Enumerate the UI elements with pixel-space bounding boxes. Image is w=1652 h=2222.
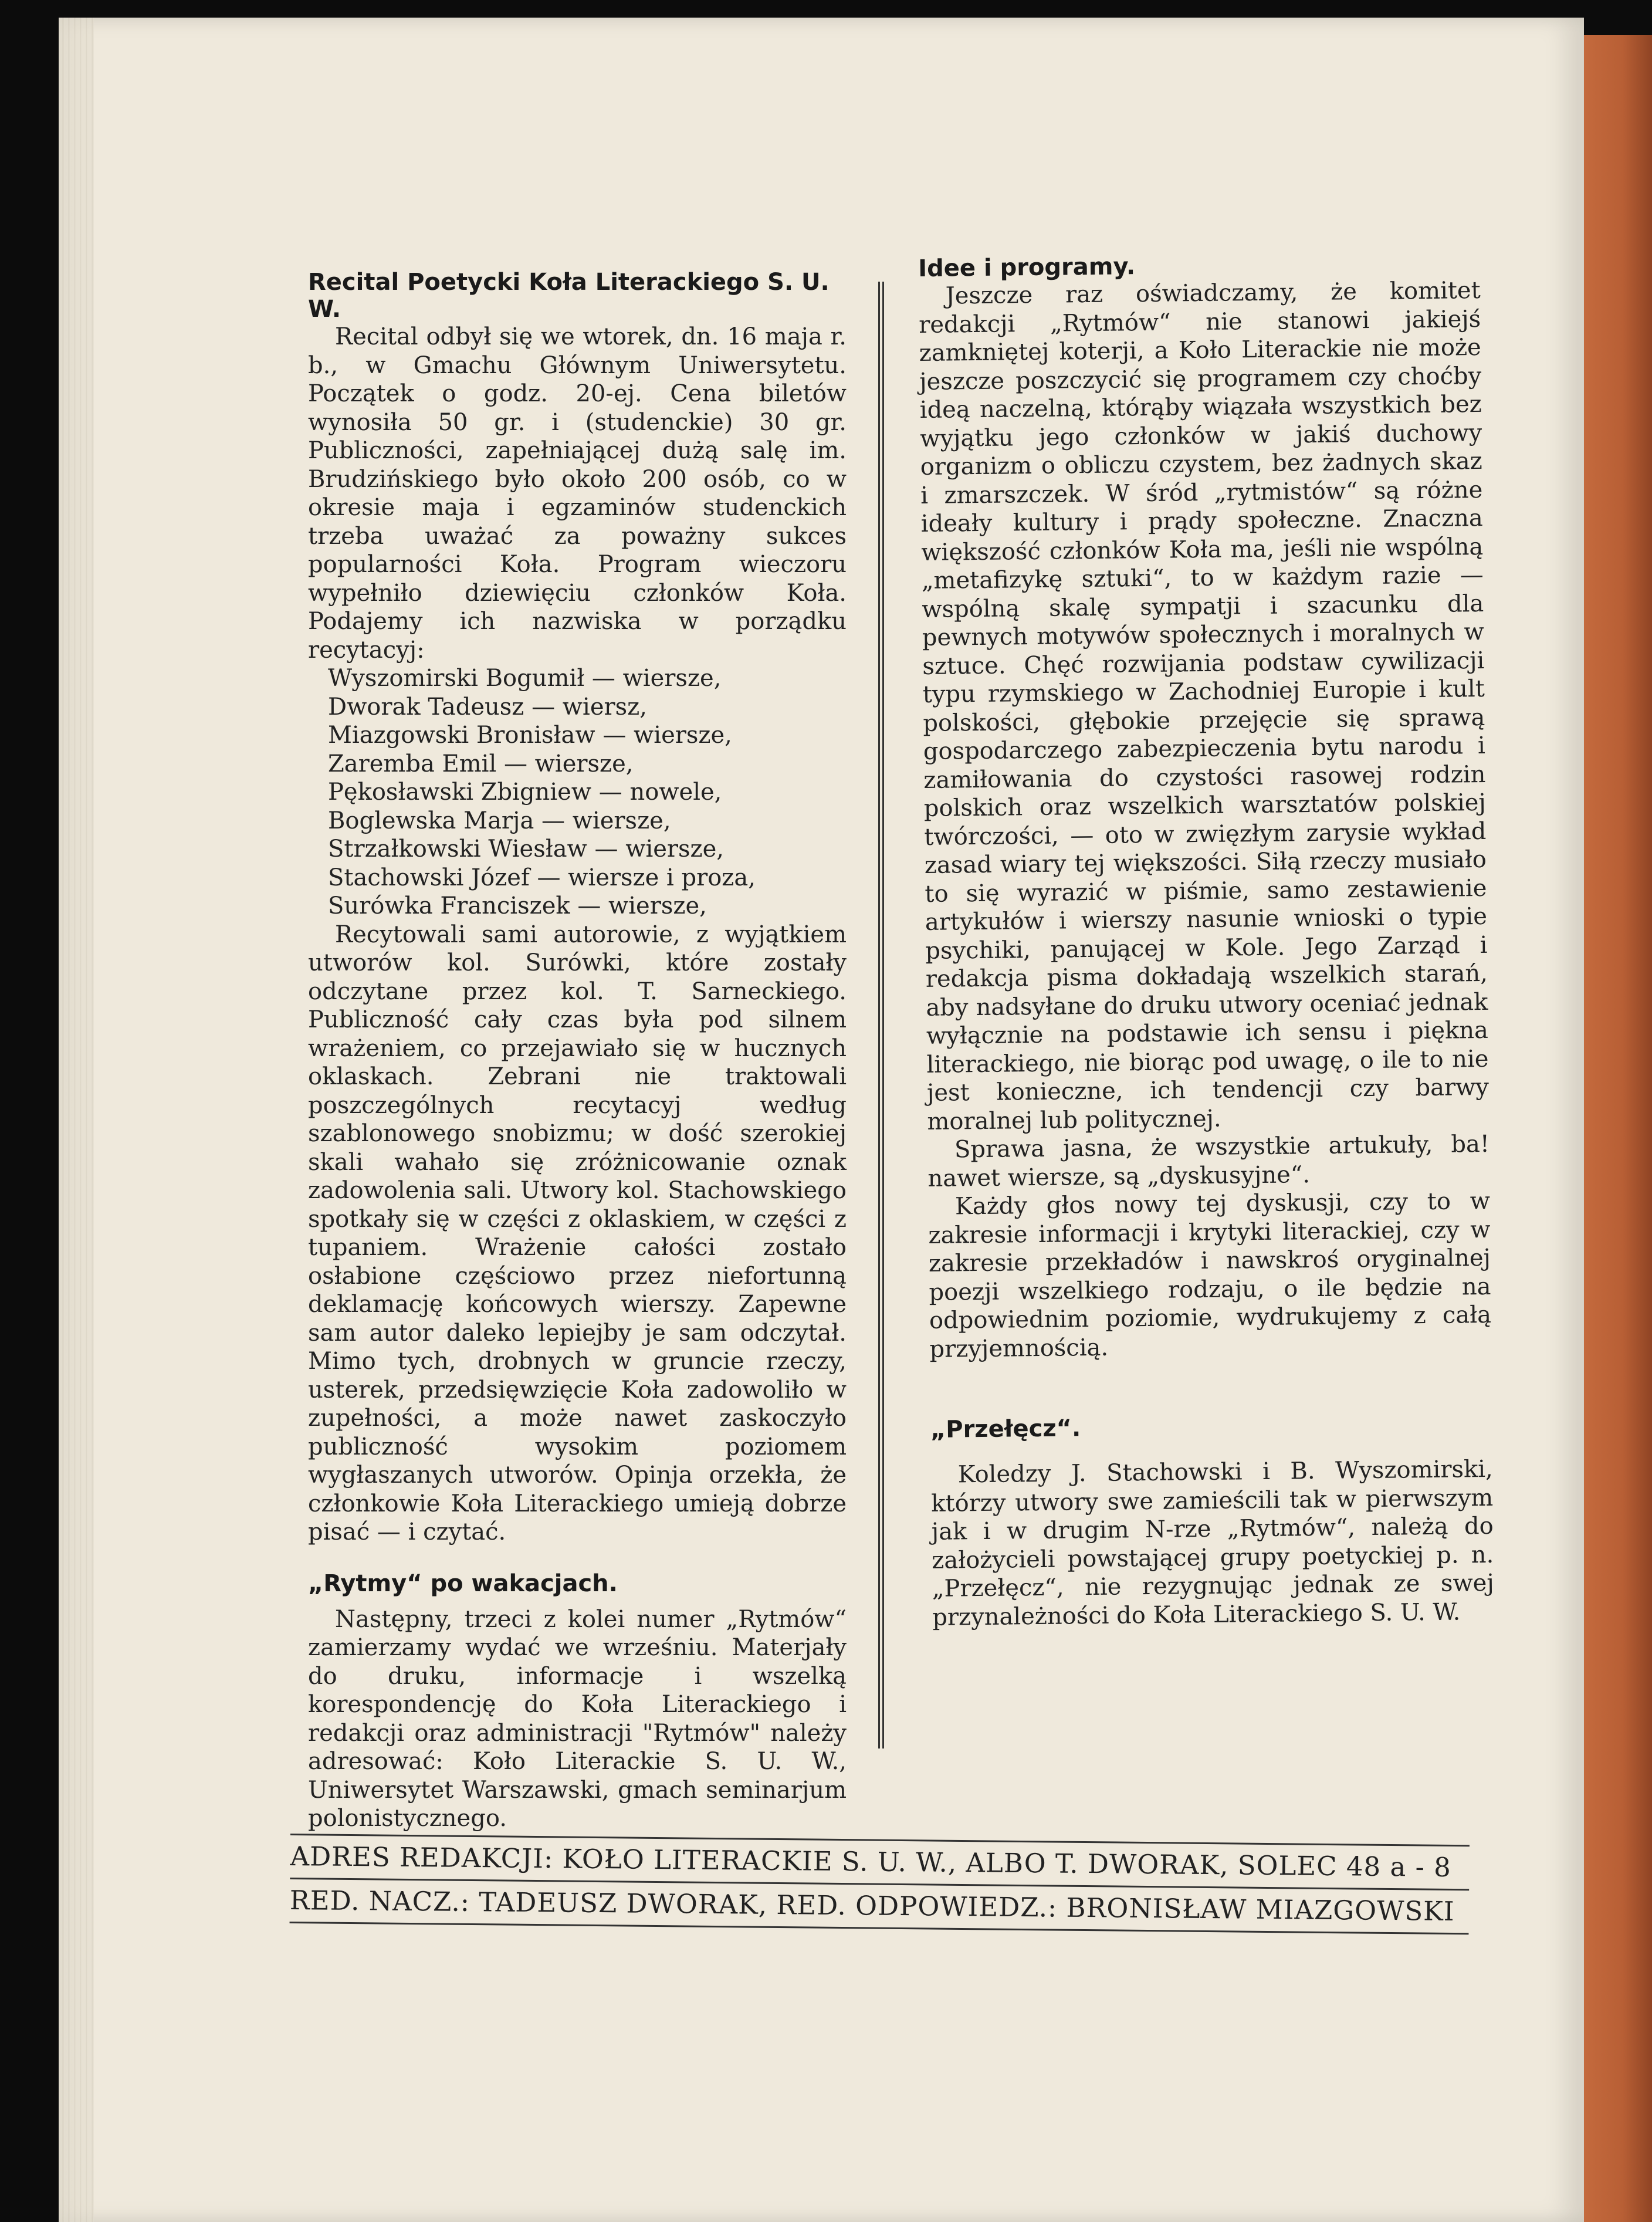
rytmy-paragraph: Następny, trzeci z kolei numer „Rytmów“ zamierzamy wydać we wrześniu. Materjały do druku, informacje i wszelką korespondencję do Koła Literackiego i redakcji oraz administracji "Rytmów" należy adresować: Koło Literackie S. U. W., Uniwersytet Warszawski, gmach seminarjum polonistycznego. [308, 1605, 847, 1832]
list-item: Pękosławski Zbigniew — nowele, [328, 779, 722, 806]
ideas-paragraph-1: Jeszcze raz oświadczamy, że komitet redakcji „Rytmów“ nie stanowi jakiejś zamkniętej koterji, a Koło Literackie nie może jeszcze poszczycić się programem czy choćby ideą naczelną, którąby wiązała wszystkich bez wyjątku jego członków w jakiś duchowy organizm o obliczu czystem, bez żadnych skaz i zmarszczek. W śród „rytmistów“ są różne ideały kultury i prądy społeczne. Znaczna większość członków Koła ma, jeśli nie wspólną „metafizykę sztuki“, to w każdym razie — wspólną skalę sympatji i szacunku dla pewnych motywów społecznych i moralnych w sztuce. Chęć rozwijania podstaw cywilizacji typu rzymskiego w Zachodniej Europie i kult polskości, głębokie przejęcie się sprawą gospodarczego zabezpieczenia bytu narodu i zamiłowania do czystości rasowej rodzin polskich oraz wszelkich warsztatów polskiej twórczości, — oto w zwięzłym zarysie wykład zasad wiary tej większości. Siłą rzeczy musiało to się wyrazić w piśmie, samo zestawienie artykułów i wierszy nasunie wnioski o typie psychiki, panującej w Kole. Jego Zarząd i redakcja pisma dokładają wszelkich starań, aby nadsyłane do druku utwory oceniać jednak wyłącznie na podstawie ich sensu i piękna literackiego, nie biorąc pod uwagę, o ile to nie jest konieczne, ich tendencji czy barwy moralnej lub politycznej. [919, 276, 1489, 1135]
list-item: Strzałkowski Wiesław — wiersze, [328, 836, 725, 863]
list-item: Surówka Franciszek — wiersze, [328, 892, 707, 919]
right-column [918, 249, 1495, 1632]
column-divider [878, 282, 884, 1748]
footer-editors: RED. NACZ.: TADEUSZ DWORAK, RED. ODPOWIEDZ.: BRONISŁAW MIAZGOWSKI [289, 1884, 1455, 1927]
list-item: Dworak Tadeusz — wiersz, [328, 693, 647, 721]
ideas-heading: Idee i programy. [918, 253, 1136, 282]
recital-paragraph-2: Recytowali sami autorowie, z wyjątkiem utworów kol. Surówki, które zostały odczytane przez kol. T. Sarneckiego. Publiczność cały czas była pod silnem wrażeniem, co przejawiało się w hucznych oklaskach. Zebrani nie traktowali poszczególnych recytacyj według szablonowego snobizmu; w dość szerokiej skali wahało się zróżnicowanie oznak zadowolenia sali. Utwory kol. Stachowskiego spotkały się w części z oklaskiem, w części z tupaniem. Wrażenie całości zostało osłabione częściowo przez niefortunną deklamację końcowych wierszy. Zapewne sam autor daleko lepiejby je sam odczytał. Mimo tych, drobnych w gruncie rzeczy, usterek, przedsięwzięcie Koła zadowoliło w zupełności, a może nawet zaskoczyło publiczność wysokim poziomem wygłaszanych utworów. Opinja orzekła, że członkowie Koła Literackiego umieją dobrze pisać — i czytać. [308, 921, 847, 1545]
editorial-footer [290, 1834, 1470, 1934]
left-column [308, 269, 847, 1833]
ideas-paragraph-2: Sprawa jasna, że wszystkie artukuły, ba! nawet wiersze, są „dyskusyjne“. [927, 1130, 1490, 1192]
przelecz-paragraph: Koledzy J. Stachowski i B. Wyszomirski, którzy utwory swe zamieścili tak w pierwszym jak i w drugim N-rze „Rytmów“, należą do założycieli powstającej grupy poetyckiej p. n. „Przełęcz“, nie rezygnując jednak ze swej przynależności do Koła Literackiego S. U. W. [931, 1455, 1494, 1631]
list-item: Wyszomirski Bogumił — wiersze, [328, 665, 722, 692]
rytmy-heading: „Rytmy“ po wakacjach. [308, 1570, 618, 1597]
list-item: Miazgowski Bronisław — wiersze, [328, 722, 732, 749]
recital-paragraph-1: Recital odbył się we wtorek, dn. 16 maja r. b., w Gmachu Głównym Uniwersytetu. Początek o godz. 20-ej. Cena biletów wynosiła 50 gr. i (studenckie) 30 gr. Publiczności, zapełniającej dużą salę im. Brudzińskiego było około 200 osób, co w okresie maja i egzaminów studenckich trzeba uważać za poważny sukces popularności Koła. Program wieczoru wypełniło dziewięciu członków Koła. Podajemy ich nazwiska w porządku recytacyj: [308, 323, 847, 664]
list-item: Boglewska Marja — wiersze, [328, 807, 671, 834]
list-item: Zaremba Emil — wiersze, [328, 750, 634, 777]
ideas-paragraph-3: Każdy głos nowy tej dyskusji, czy to w zakresie informacji i krytyki literackiej, czy w zakresie przekładów i nawskroś oryginalnej poezji wszelkiego rodzaju, o ile będzie na odpowiednim poziomie, wydrukujemy z całą przyjemnością. [928, 1187, 1492, 1363]
footer-address: ADRES REDAKCJI: KOŁO LITERACKIE S. U. W., ALBO T. DWORAK, SOLEC 48 a - 8 [290, 1840, 1452, 1883]
recital-heading: Recital Poetycki Koła Literackiego S. U. W. [308, 269, 830, 323]
page-edges [59, 18, 94, 2222]
performers-list [308, 664, 847, 921]
przelecz-heading: „Przełęcz“. [930, 1415, 1081, 1443]
list-item: Stachowski Józef — wiersze i proza, [328, 864, 756, 891]
